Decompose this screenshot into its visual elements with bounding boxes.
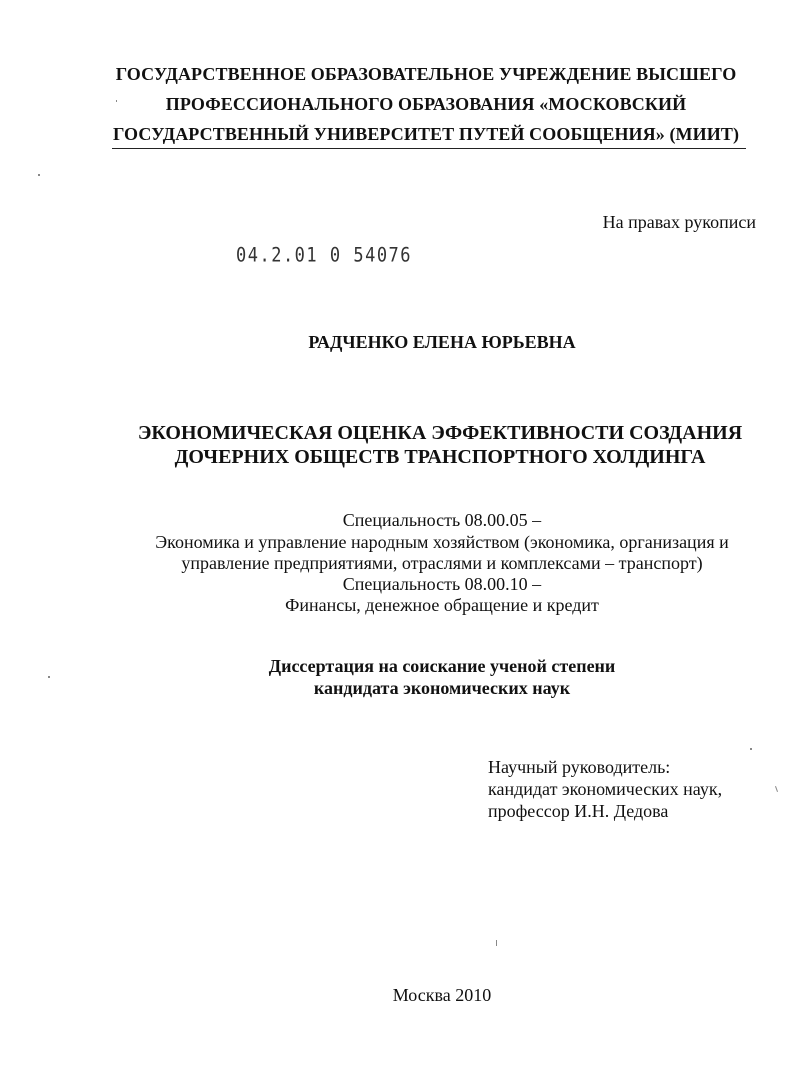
specialty-1-description-line-1: Экономика и управление народным хозяйством (экономика, организация и <box>155 532 729 552</box>
institution-line-3: ГОСУДАРСТВЕННЫЙ УНИВЕРСИТЕТ ПУТЕЙ СООБЩЕНИЯ» (МИИТ) <box>112 124 740 144</box>
manuscript-note: На правах рукописи <box>602 212 756 232</box>
supervisor-label: Научный руководитель: <box>488 757 671 777</box>
thesis-title-line-2: ДОЧЕРНИХ ОБЩЕСТВ ТРАНСПОРТНОГО ХОЛДИНГА <box>174 446 706 468</box>
scan-speck <box>48 676 50 678</box>
supervisor-name: профессор И.Н. Дедова <box>488 801 669 821</box>
registry-number-stamp: 04.2.01 0 54076 <box>236 244 413 267</box>
scan-speck <box>116 100 117 102</box>
scan-speck <box>38 174 40 176</box>
specialty-1-header: Специальность 08.00.05 – <box>342 510 542 530</box>
dissertation-degree-line-1: Диссертация на соискание ученой степени <box>268 656 616 676</box>
supervisor-degree: кандидат экономических наук, <box>488 779 723 799</box>
institution-line-2: ПРОФЕССИОНАЛЬНОГО ОБРАЗОВАНИЯ «МОСКОВСКИЙ <box>165 94 687 114</box>
specialty-1-description-line-2: управление предприятиями, отраслями и комплексами – транспорт) <box>181 553 703 573</box>
specialty-2-header: Специальность 08.00.10 – <box>342 574 542 594</box>
scan-speck <box>775 786 778 792</box>
header-divider <box>112 148 746 149</box>
scan-speck <box>750 748 752 750</box>
specialty-2-description: Финансы, денежное обращение и кредит <box>285 595 599 615</box>
scan-speck <box>496 940 497 946</box>
author-name: РАДЧЕНКО ЕЛЕНА ЮРЬЕВНА <box>308 332 576 352</box>
institution-line-1: ГОСУДАРСТВЕННОЕ ОБРАЗОВАТЕЛЬНОЕ УЧРЕЖДЕНИЕ ВЫСШЕГО <box>115 64 737 84</box>
thesis-title-line-1: ЭКОНОМИЧЕСКАЯ ОЦЕНКА ЭФФЕКТИВНОСТИ СОЗДАНИЯ <box>137 422 743 444</box>
dissertation-degree-line-2: кандидата экономических наук <box>313 678 571 698</box>
city-and-year: Москва 2010 <box>392 985 492 1005</box>
